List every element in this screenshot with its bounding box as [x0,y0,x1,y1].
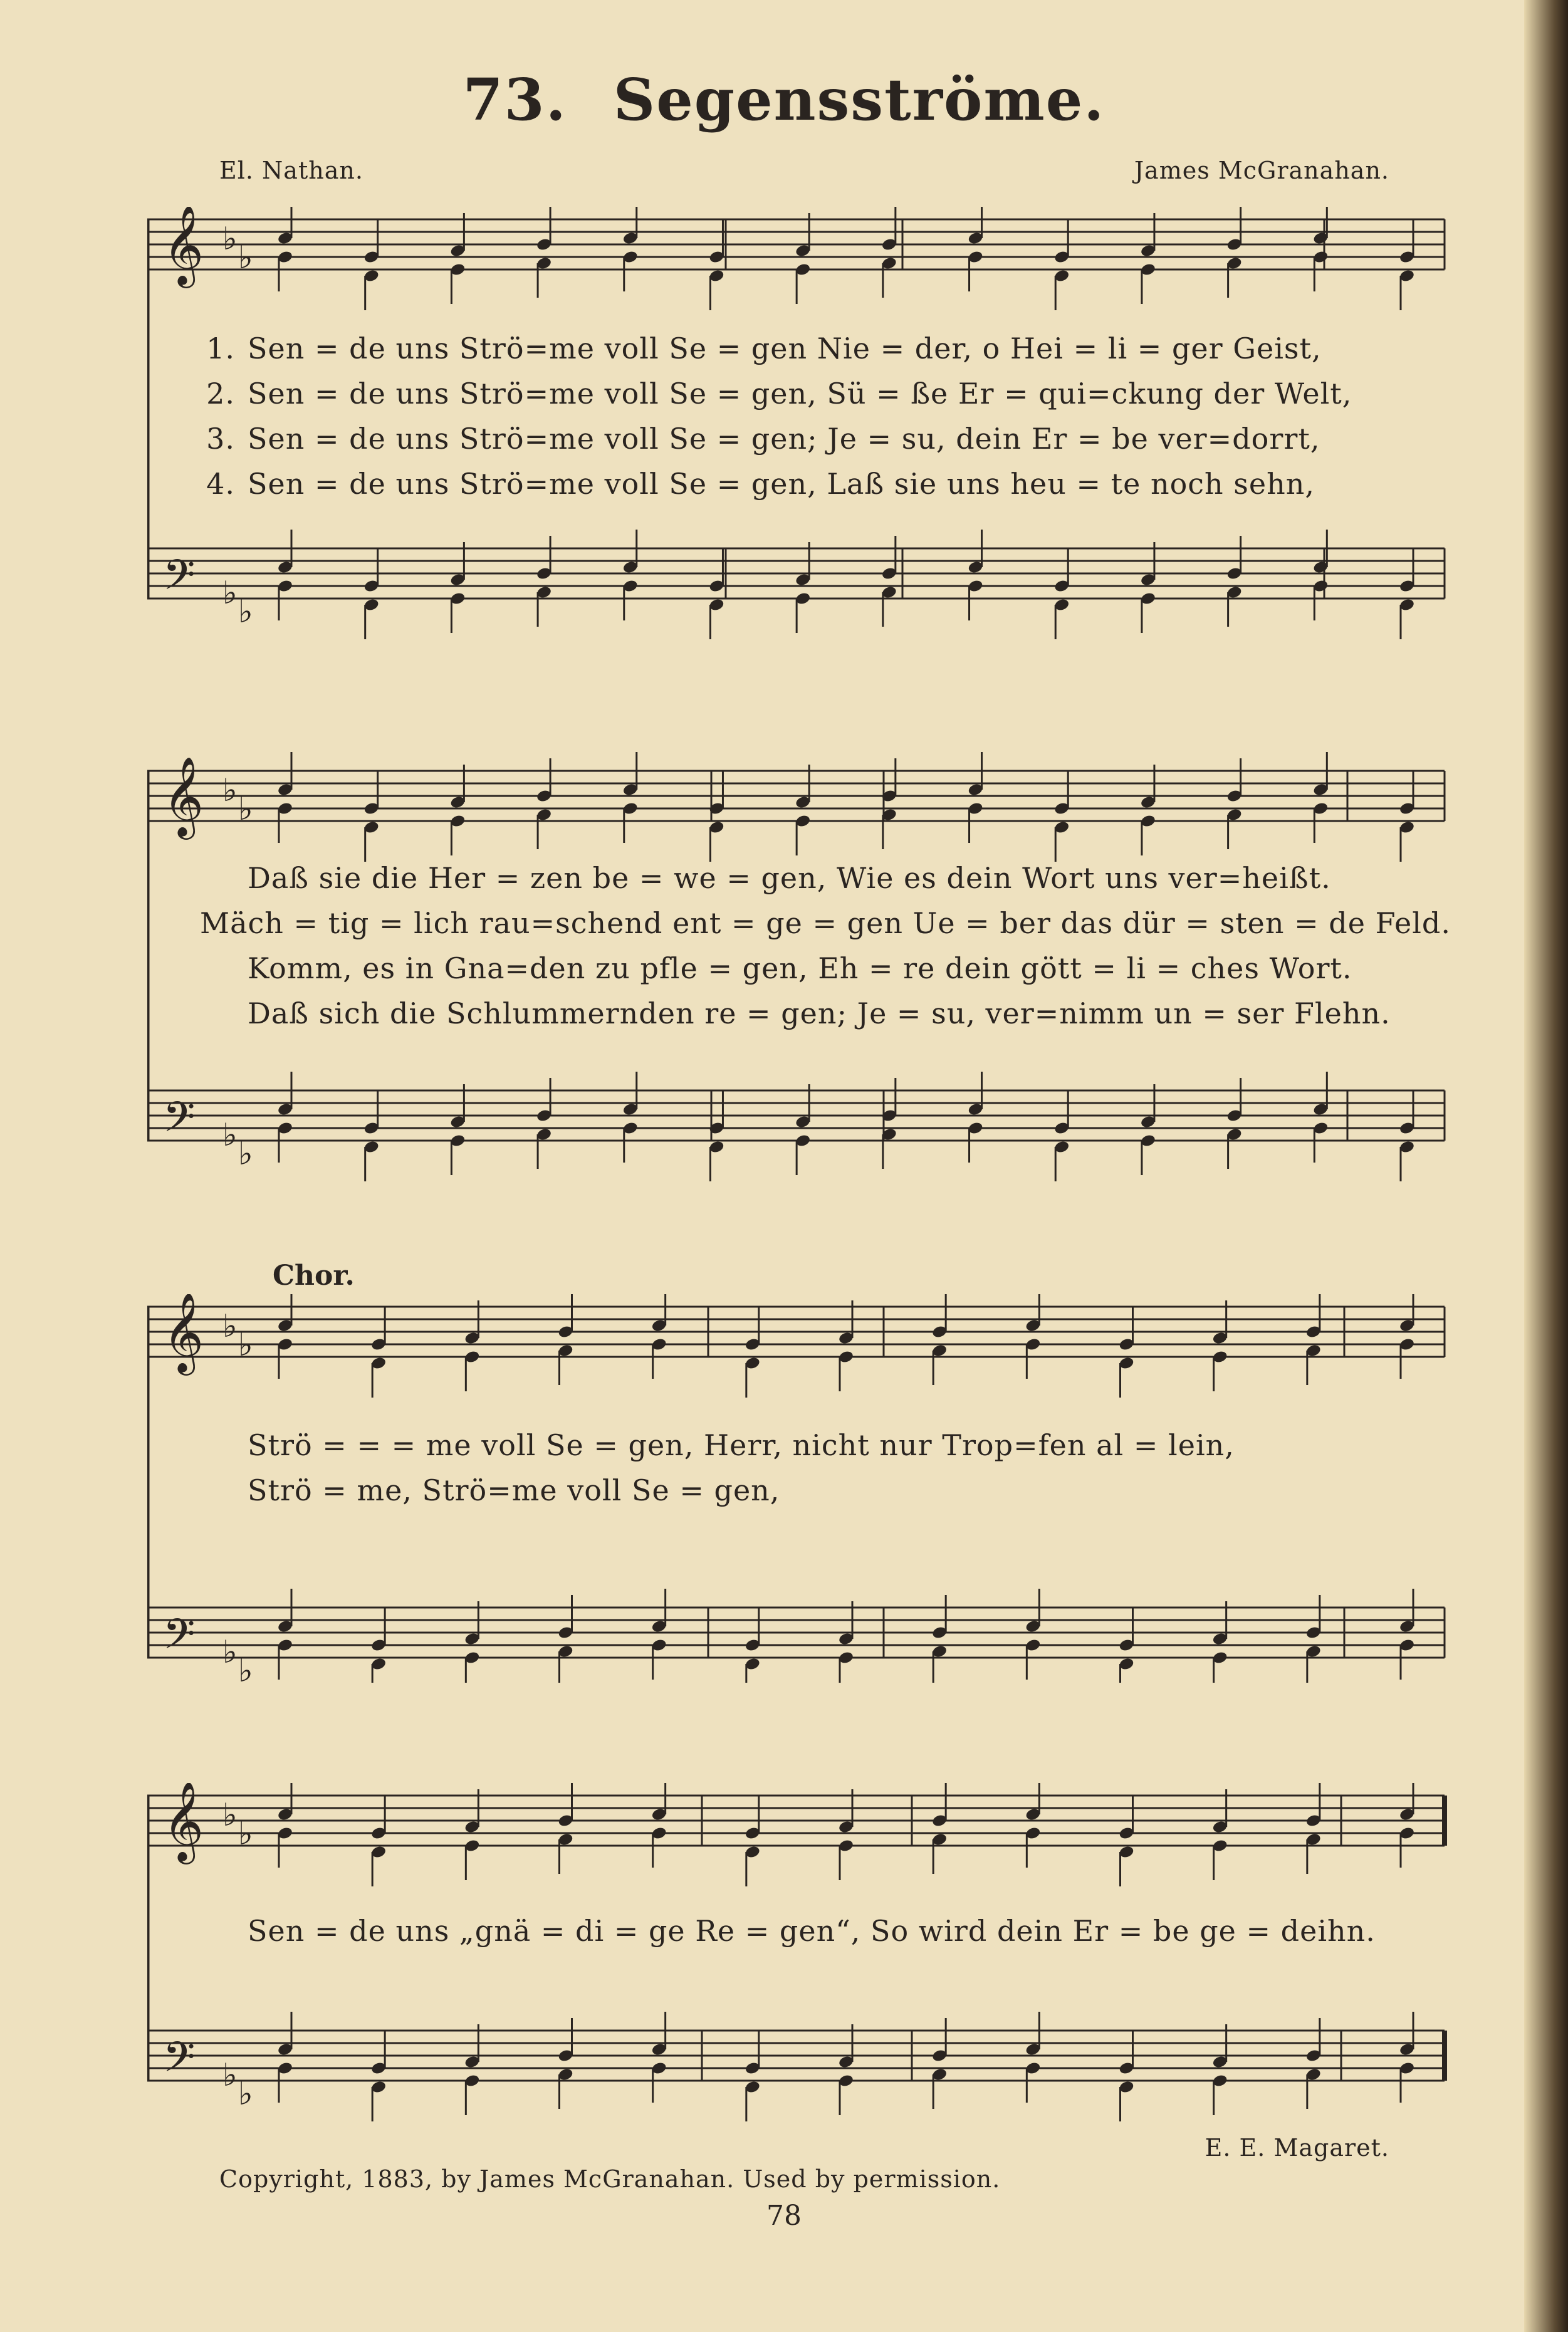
bass-clef: 𝄢 [163,1610,196,1668]
verse-number: 3. [206,422,235,456]
lyric-line [147,1908,1451,1953]
verse-number: 4. [206,467,235,501]
bass-clef: 𝄢 [163,2033,196,2091]
lyric-line [147,461,1451,506]
music-system-2 [147,749,1451,1188]
lyric-line [147,946,1451,991]
lyric-line [147,855,1451,901]
lyric-text: Daß sich die Schlummernden re = gen; Je = su, ver=nimm un = ser Flehn. [248,996,1391,1030]
lyrics-block-3 [147,1423,1451,1513]
lyric-text: Sen = de uns Strö=me voll Se = gen, Sü = ße Er = qui=ckung der Welt, [248,377,1352,410]
key-flat: ♭ [222,221,238,257]
lyric-text: Sen = de uns Strö=me voll Se = gen, Laß sie uns heu = te noch sehn, [248,467,1315,501]
bass-clef: 𝄢 [163,551,196,609]
key-flat: ♭ [222,1308,238,1344]
lyric-text: Komm, es in Gna=den zu pfle = gen, Eh = re dein gött = li = ches Wort. [248,951,1352,985]
page-edge-shadow [1524,0,1568,2332]
key-flat: ♭ [238,1816,253,1852]
lyrics-block-1 [147,326,1451,506]
page-number: 78 [766,2200,802,2232]
lyric-line [147,326,1451,371]
hymn-title: Segensströme. [613,66,1105,133]
score-staves-4 [147,1783,1451,2134]
treble-clef: 𝄞 [163,1294,204,1372]
music-system-1 [147,207,1451,658]
tune-credit: E. E. Magaret. [1205,2134,1389,2162]
lyric-text: Mäch = tig = lich rau=schend ent = ge = gen Ue = ber das dür = sten = de Feld. [200,906,1451,940]
key-flat: ♭ [238,1653,253,1683]
key-flat: ♭ [222,1117,238,1153]
lyric-text: Strö = me, Strö=me voll Se = gen, [248,1473,780,1507]
hymn-number: 73. [463,66,567,133]
key-flat: ♭ [222,1797,238,1833]
treble-clef: 𝄞 [163,1783,204,1861]
verse-number: 1. [206,332,235,365]
key-flat: ♭ [222,2057,238,2093]
key-flat: ♭ [238,593,253,630]
words-credit: El. Nathan. [219,157,363,184]
key-flat: ♭ [238,1136,253,1172]
key-flat: ♭ [222,575,238,611]
key-flat: ♭ [238,791,253,827]
key-flat: ♭ [238,239,253,276]
verse-number: 2. [206,377,235,410]
lyric-text: Daß sie die Her = zen be = we = gen, Wie es dein Wort uns ver=heißt. [248,861,1331,895]
bass-clef: 𝄢 [163,1093,196,1151]
lyric-line [147,1468,1451,1513]
music-system-3 [147,1260,1451,1683]
key-flat: ♭ [238,2076,253,2112]
treble-clef: 𝄞 [163,207,204,285]
lyric-line [147,901,1451,946]
lyric-line [147,991,1451,1036]
lyrics-block-4 [147,1908,1451,1953]
key-flat: ♭ [222,772,238,808]
lyrics-block-2 [147,855,1451,1036]
lyric-line [147,416,1451,461]
music-credit: James McGranahan. [1134,157,1389,184]
lyric-text: Strö = = = me voll Se = gen, Herr, nicht nur Trop=fen al = lein, [248,1428,1235,1462]
key-flat: ♭ [222,1634,238,1670]
music-system-4 [147,1783,1451,2134]
lyric-text: Sen = de uns Strö=me voll Se = gen Nie = der, o Hei = li = ger Geist, [248,332,1322,365]
lyric-line [147,1423,1451,1468]
treble-clef: 𝄞 [163,756,204,836]
lyric-text: Sen = de uns „gnä = di = ge Re = gen“, So wird dein Er = be ge = deihn. [248,1914,1376,1948]
hymn-heading [0,66,1568,133]
key-flat: ♭ [238,1327,253,1363]
lyric-line [147,371,1451,416]
copyright-notice: Copyright, 1883, by James McGranahan. Used by permission. [219,2165,1001,2193]
lyric-text: Sen = de uns Strö=me voll Se = gen; Je = su, dein Er = be ver=dorrt, [248,422,1320,456]
chorus-label: Chor. [273,1260,355,1292]
